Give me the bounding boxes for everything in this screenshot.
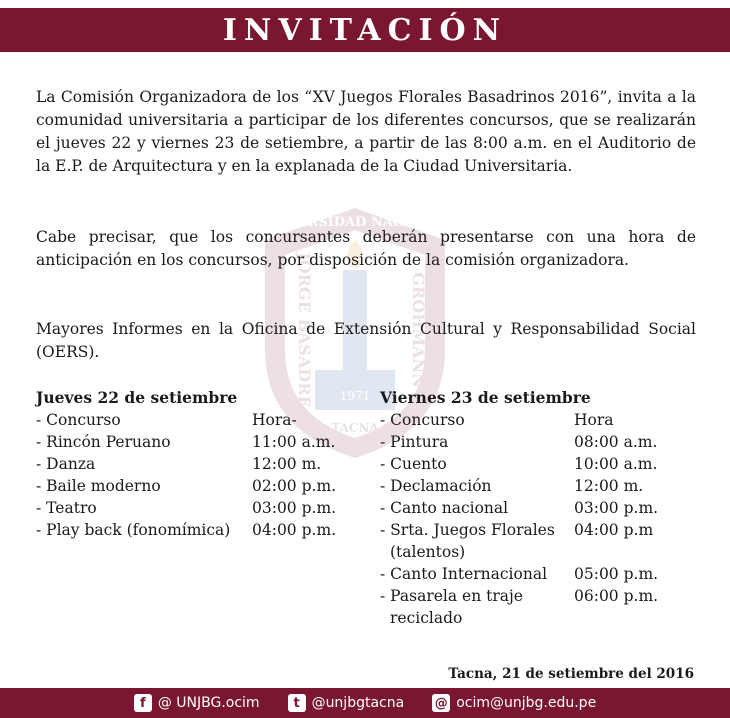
event-time: 02:00 p.m. (252, 477, 337, 495)
list-item (36, 453, 336, 475)
seal-year: 1971 (339, 389, 371, 403)
list-item (380, 431, 658, 453)
email-address: ocim@unjbg.edu.pe (456, 695, 597, 711)
list-item (380, 497, 658, 519)
event-name: - Canto nacional (380, 499, 509, 517)
event-time: 12:00 m. (252, 455, 322, 473)
event-name: - Declamación (380, 477, 492, 495)
friday-schedule (380, 387, 658, 629)
event-time: 12:00 m. (574, 477, 644, 495)
event-name-extra: reciclado (390, 609, 463, 627)
list-item (380, 585, 658, 607)
seal-right-text: GROHMANN (409, 272, 428, 388)
friday-heading: Viernes 23 de setiembre (380, 388, 591, 407)
twitter-icon: t (288, 694, 306, 712)
list-item-continuation (380, 541, 658, 563)
event-name: - Canto Internacional (380, 565, 548, 583)
notice-paragraph: Cabe precisar, que los concursantes deberán presentarse con una hora de anticipación en los concursos, por disposición de la comisión organizadora. (36, 228, 696, 269)
event-name: - Baile moderno (36, 477, 161, 495)
thursday-col-event: - Concurso (36, 411, 121, 429)
event-time: 11:00 a.m. (252, 433, 336, 451)
title-bar (0, 8, 730, 52)
event-time: 04:00 p.m. (252, 521, 337, 539)
list-item (380, 453, 658, 475)
info-paragraph: Mayores Informes en la Oficina de Extensión Cultural y Responsabilidad Social (OERS). (36, 320, 696, 361)
thursday-heading: Jueves 22 de setiembre (36, 388, 238, 407)
document-date: Tacna, 21 de setiembre del 2016 (448, 666, 694, 682)
thursday-column-headers (36, 409, 336, 431)
friday-column-headers (380, 409, 658, 431)
event-name: - Cuento (380, 455, 447, 473)
event-time: 03:00 p.m. (252, 499, 337, 517)
intro-paragraph: La Comisión Organizadora de los “XV Juegos Florales Basadrinos 2016”, invita a la comunidad universitaria a participar de los diferentes concursos, que se realizarán el jueves 22 y viernes 23 de setiembre, a partir de las 8:00 a.m. en el Auditorio de la E.P. de Arquitectura y en la explanada de la Ciudad Universitaria. (36, 88, 696, 175)
list-item (36, 475, 336, 497)
page-title: INVITACIÓN (222, 12, 508, 48)
seal-left-text: JORGE BASADRE (295, 252, 314, 408)
list-item (36, 431, 336, 453)
header (0, 0, 730, 58)
event-name: - Pintura (380, 433, 449, 451)
event-name: - Danza (36, 455, 96, 473)
event-name-extra: (talentos) (390, 543, 466, 561)
thursday-col-time: Hora- (252, 411, 297, 429)
list-item (36, 497, 336, 519)
event-name: - Teatro (36, 499, 97, 517)
event-time: 05:00 p.m. (574, 565, 659, 583)
event-time: 06:00 p.m. (574, 587, 659, 605)
event-time: 08:00 a.m. (574, 433, 658, 451)
seal-top-text: UNIVERSIDAD NACIONAL (258, 215, 452, 230)
list-item (380, 519, 658, 541)
event-name: - Play back (fonomímica) (36, 521, 231, 539)
thursday-schedule (36, 387, 336, 541)
twitter-contact[interactable] (288, 694, 405, 712)
twitter-handle: @unjbgtacna (311, 695, 405, 711)
list-item (380, 563, 658, 585)
seal-bottom-text: TACNA (331, 421, 379, 435)
facebook-contact[interactable] (134, 694, 260, 712)
email-contact[interactable] (432, 694, 596, 712)
event-time: 04:00 p.m (574, 521, 654, 539)
friday-col-time: Hora (574, 411, 614, 429)
footer-bar (0, 688, 730, 718)
list-item (380, 475, 658, 497)
facebook-icon: f (134, 694, 152, 712)
friday-col-event: - Concurso (380, 411, 465, 429)
email-icon: @ (432, 694, 450, 712)
facebook-handle: @ UNJBG.ocim (157, 695, 260, 711)
list-item (36, 519, 336, 541)
event-time: 10:00 a.m. (574, 455, 658, 473)
event-name: - Pasarela en traje (380, 587, 523, 605)
list-item-continuation (380, 607, 658, 629)
event-name: - Rincón Peruano (36, 433, 171, 451)
event-time: 03:00 p.m. (574, 499, 659, 517)
event-name: - Srta. Juegos Florales (380, 521, 555, 539)
